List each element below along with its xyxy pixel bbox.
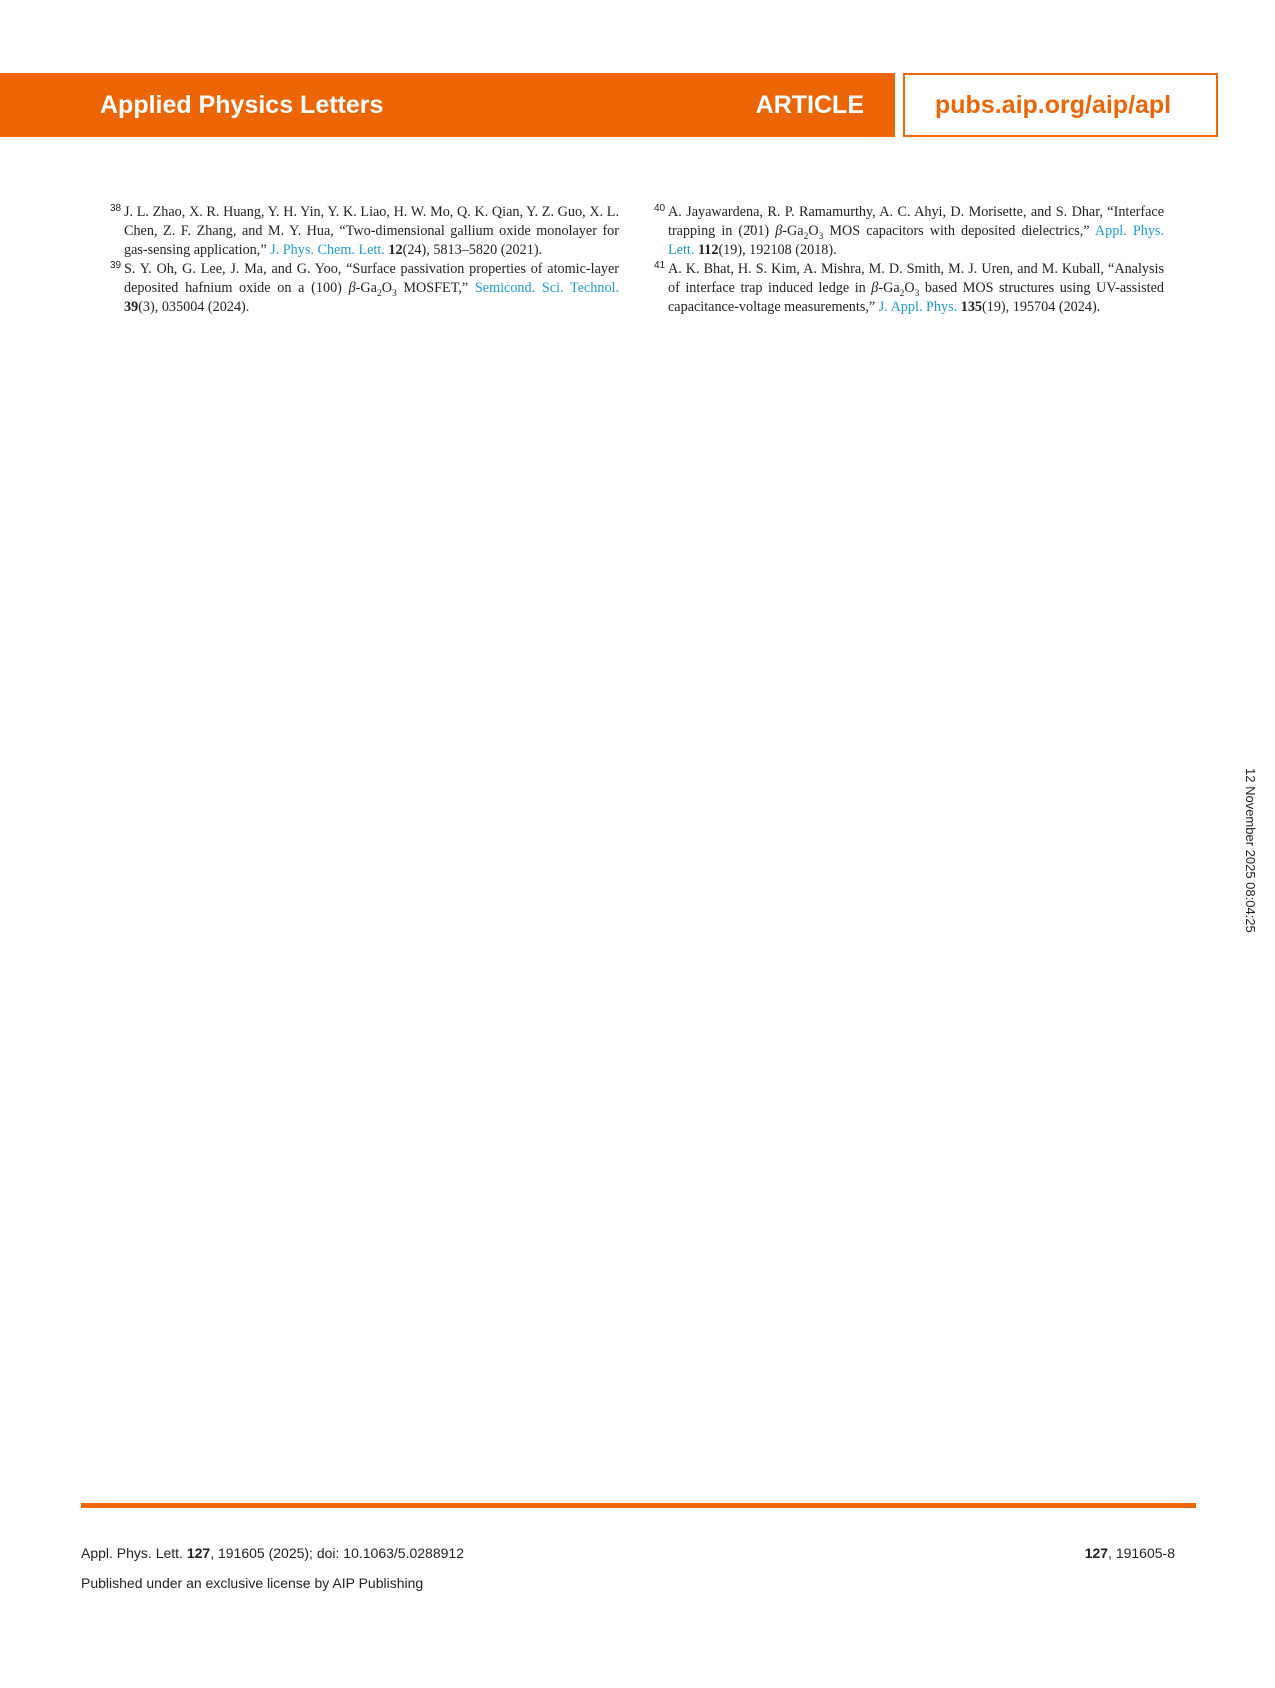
formula-ga: -Ga: [878, 280, 900, 296]
footer-citation-doi: , 191605 (2025); doi: 10.1063/5.0288912: [210, 1545, 464, 1561]
reference-text: MOSFET,”: [396, 280, 469, 296]
reference-text: S. Y. Oh, G. Lee, J. Ma, and G. Yoo, “Surface passivation properties of atomic-layer deposited hafnium oxide on a (100): [124, 261, 619, 296]
footer-page-id: , 191605-8: [1108, 1545, 1175, 1561]
reference-text: J. L. Zhao, X. R. Huang, Y. H. Yin, Y. K. Liao, H. W. Mo, Q. K. Qian, Y. Z. Guo, X. L. Chen, Z. F. Zhang, and M. Y. Hua, “Two-dimensional gallium oxide monolayer for gas-sensing application,”: [124, 204, 619, 258]
reference-volume: 12: [388, 242, 403, 258]
reference-journal-link[interactable]: J. Appl. Phys.: [878, 299, 958, 315]
footer-citation-journal: Appl. Phys. Lett.: [81, 1545, 187, 1561]
formula-sub: 2: [376, 288, 382, 299]
beta-symbol: β: [775, 223, 783, 239]
formula-sub: 2: [899, 288, 905, 299]
reference-pages: (24), 5813–5820 (2021).: [402, 242, 543, 258]
formula-sub: 3: [818, 231, 824, 242]
footer-page-volume: 127: [1084, 1545, 1109, 1561]
reference-volume: 39: [124, 299, 139, 315]
reference-number: 41: [654, 260, 666, 271]
beta-symbol: β: [871, 280, 879, 296]
reference-text: A. Jayawardena, R. P. Ramamurthy, A. C. Ahyi, D. Morisette, and S. Dhar, “Interface trapping in (2̄01): [668, 204, 1164, 239]
reference-number: 40: [654, 203, 666, 214]
reference-40: [654, 203, 1164, 260]
formula-ga: -Ga: [782, 223, 804, 239]
reference-pages: (19), 195704 (2024).: [982, 299, 1101, 315]
journal-url-link[interactable]: pubs.aip.org/aip/apl: [935, 91, 1172, 119]
reference-text: MOS capacitors with deposited dielectrics,”: [823, 223, 1090, 239]
footer-citation-volume: 127: [186, 1545, 211, 1561]
footer-license: Published under an exclusive license by AIP Publishing: [81, 1575, 424, 1591]
reference-pages: (3), 035004 (2024).: [138, 299, 250, 315]
reference-pages: (19), 192108 (2018).: [718, 242, 837, 258]
reference-38: [110, 203, 619, 260]
footer-rule: [81, 1503, 1196, 1508]
formula-sub: 3: [914, 288, 920, 299]
formula-sub: 3: [391, 288, 397, 299]
download-timestamp: 12 November 2025 08:04:25: [1243, 768, 1258, 933]
reference-journal-link[interactable]: Semicond. Sci. Technol.: [474, 280, 620, 296]
footer-citation: [81, 1545, 464, 1561]
footer-page-number: [1085, 1545, 1175, 1561]
formula-o: O: [381, 280, 392, 296]
formula-o: O: [808, 223, 819, 239]
references-left-column: [110, 203, 620, 317]
formula-ga: -Ga: [355, 280, 377, 296]
reference-41: [654, 260, 1165, 317]
formula-sub: 2: [803, 231, 809, 242]
reference-text: based MOS structures using UV-assisted capacitance-voltage measurements,”: [668, 280, 1165, 315]
beta-symbol: β: [348, 280, 356, 296]
reference-number: 38: [110, 203, 122, 214]
reference-text: A. K. Bhat, H. S. Kim, A. Mishra, M. D. Smith, M. J. Uren, and M. Kuball, “Analysis of interface trap induced ledge in: [668, 261, 1164, 296]
references-right-column: [654, 203, 1165, 317]
journal-title: Applied Physics Letters: [100, 91, 384, 119]
reference-volume: 112: [697, 242, 719, 258]
journal-url-box[interactable]: [903, 73, 1218, 137]
reference-volume: 135: [960, 299, 983, 315]
reference-39: [110, 260, 620, 317]
reference-journal-link[interactable]: J. Phys. Chem. Lett.: [270, 242, 385, 258]
reference-number: 39: [110, 260, 122, 271]
reference-journal-link[interactable]: Appl. Phys. Lett.: [668, 223, 1164, 258]
article-label: ARTICLE: [755, 91, 864, 119]
formula-o: O: [904, 280, 915, 296]
